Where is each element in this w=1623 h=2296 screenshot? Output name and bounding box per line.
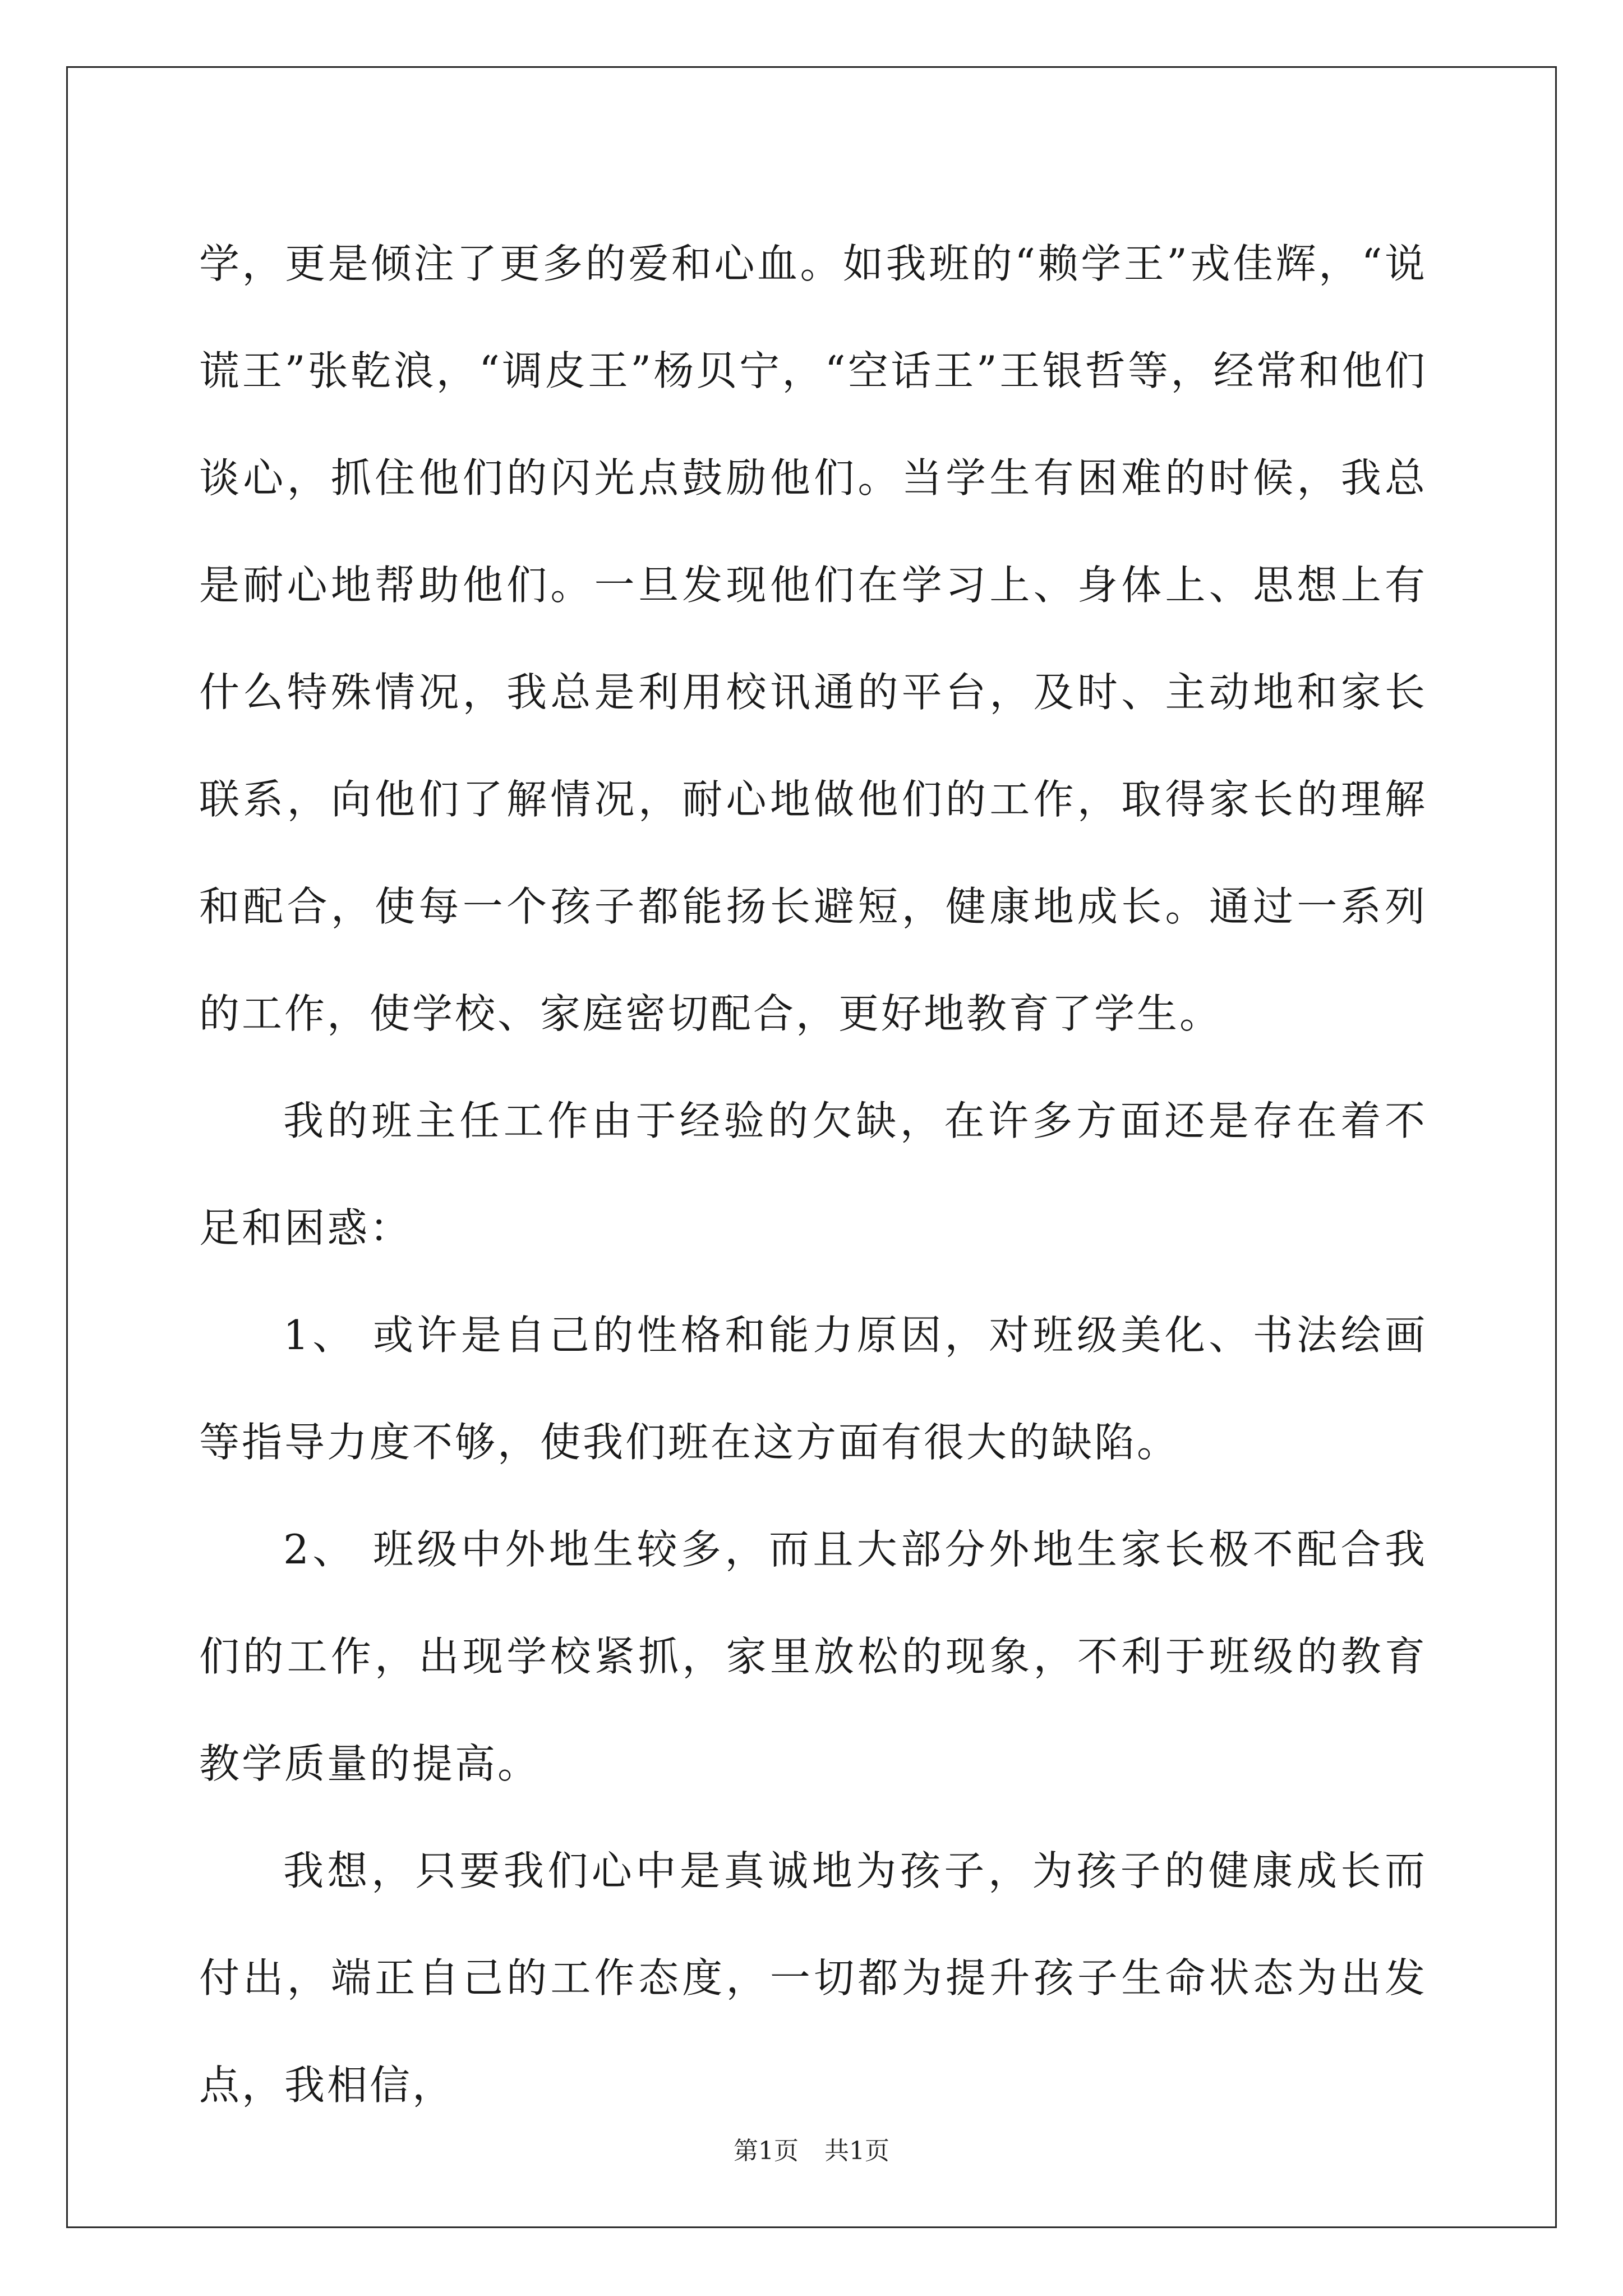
- document-body: [199, 210, 1427, 2139]
- paragraph-shortcomings-intro: 我的班主任工作由于经验的欠缺，在许多方面还是存在着不足和困惑：: [199, 1097, 1427, 1251]
- page-number-current: 第1页: [734, 2137, 799, 2165]
- paragraph-conclusion: 我想，只要我们心中是真诚地为孩子，为孩子的健康成长而付出，端正自己的工作态度，一切都为提升孩子生命状态为出发点，我相信，: [199, 1847, 1427, 2109]
- paragraph-item-2: 2、 班级中外地生较多，而且大部分外地生家长极不配合我们的工作，出现学校紧抓，家里放松的现象，不利于班级的教育教学质量的提高。: [199, 1526, 1427, 1787]
- page-number-total: 共1页: [824, 2137, 889, 2165]
- paragraph-continuation: 学，更是倾注了更多的爱和心血。如我班的“赖学王”戎佳辉，“说谎王”张乾浪，“调皮王”杨贝宁，“空话王”王银哲等，经常和他们谈心，抓住他们的闪光点鼓励他们。当学生有困难的时候，我总是耐心地帮助他们。一旦发现他们在学习上、身体上、思想上有什么特殊情况，我总是利用校讯通的平台，及时、主动地和家长联系，向他们了解情况，耐心地做他们的工作，取得家长的理解和配合，使每一个孩子都能扬长避短，健康地成长。通过一系列的工作，使学校、家庭密切配合，更好地教育了学生。: [199, 240, 1427, 1037]
- paragraph-item-1: 1、 或许是自己的性格和能力原因，对班级美化、书法绘画等指导力度不够，使我们班在这方面有很大的缺陷。: [199, 1312, 1427, 1466]
- page-footer: [0, 2134, 1623, 2168]
